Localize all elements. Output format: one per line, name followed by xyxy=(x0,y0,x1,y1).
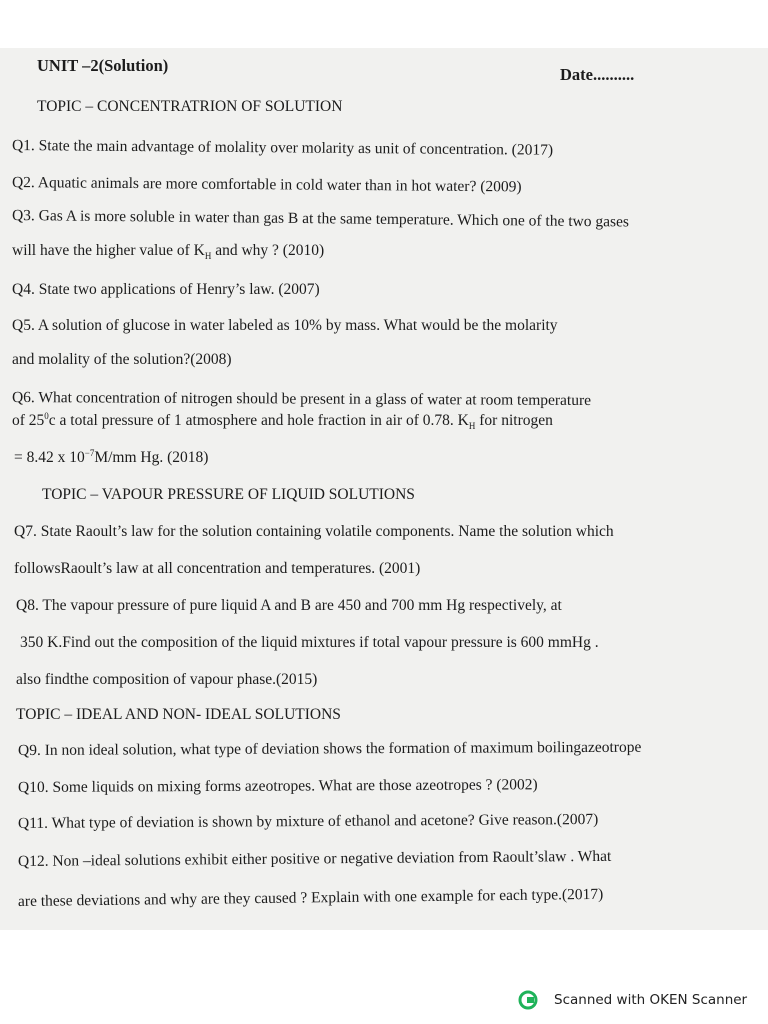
question-q12-line2: are these deviations and why are they caused ? Explain with one example for each type.(2017) xyxy=(17,885,604,910)
question-q8-line3: also findthe composition of vapour phase.(2015) xyxy=(16,671,318,688)
question-q7-line2: followsRaoult’s law at all concentration and temperatures. (2001) xyxy=(14,560,421,577)
topic-heading: TOPIC – CONCENTRATRION OF SOLUTION xyxy=(37,98,343,115)
question-q3-line1: Q3. Gas A is more soluble in water than gas B at the same temperature. Which one of the two gases xyxy=(11,207,630,231)
topic-heading: TOPIC – VAPOUR PRESSURE OF LIQUID SOLUTIONS xyxy=(42,486,415,503)
unit-title: UNIT –2(Solution) xyxy=(37,56,169,75)
topic-heading: TOPIC – IDEAL AND NON- IDEAL SOLUTIONS xyxy=(16,706,341,723)
question-q5-line1: Q5. A solution of glucose in water labeled as 10% by mass. What would be the molarity xyxy=(12,317,558,334)
question-q4: Q4. State two applications of Henry’s law. (2007) xyxy=(12,281,320,298)
scanner-text: Scanned with OKEN Scanner xyxy=(554,992,748,1008)
question-q7-line1: Q7. State Raoult’s law for the solution containing volatile components. Name the solution which xyxy=(14,523,614,540)
question-q6-line1: Q6. What concentration of nitrogen should be present in a glass of water at room temperature xyxy=(11,389,592,410)
question-q12-line1: Q12. Non –ideal solutions exhibit either positive or negative deviation from Raoult’slaw . What xyxy=(17,847,612,870)
question-q6-line3: = 8.42 x $10^{-7}M/mm$ Hg. (2018) xyxy=(14,447,209,466)
question-q8-line2: 350 K.Find out the composition of the liquid mixtures if total vapour pressure is 600 mmHg . xyxy=(20,634,599,651)
scanner-watermark xyxy=(518,990,747,1010)
question-q9: Q9. In non ideal solution, what type of deviation shows the formation of maximum boilingazeotrope xyxy=(17,738,642,759)
question-q11: Q11. What type of deviation is shown by mixture of ethanol and acetone? Give reason.(2007) xyxy=(17,810,599,832)
question-q5-line2: and molality of the solution?(2008) xyxy=(12,351,232,368)
question-q8-line1: Q8. The vapour pressure of pure liquid A and B are 450 and 700 mm Hg respectively, at xyxy=(16,597,562,614)
question-q1: Q1. State the main advantage of molality over molarity as unit of concentration. (2017) xyxy=(11,137,554,159)
question-q3-line2: will have the higher value of $K_H$ and why ? (2010) xyxy=(12,242,325,262)
date-label: Date.......... xyxy=(560,65,635,84)
question-q10: Q10. Some liquids on mixing forms azeotropes. What are those azeotropes ? (2002) xyxy=(17,776,538,796)
question-q2: Q2. Aquatic animals are more comfortable in cold water than in hot water? (2009) xyxy=(11,174,522,196)
question-q6-line2: of $25^0c$ a total pressure of 1 atmosphere and hole fraction in air of 0.78. $K_H$ for nitrogen xyxy=(12,410,553,432)
oken-scanner-logo-icon xyxy=(518,990,538,1010)
